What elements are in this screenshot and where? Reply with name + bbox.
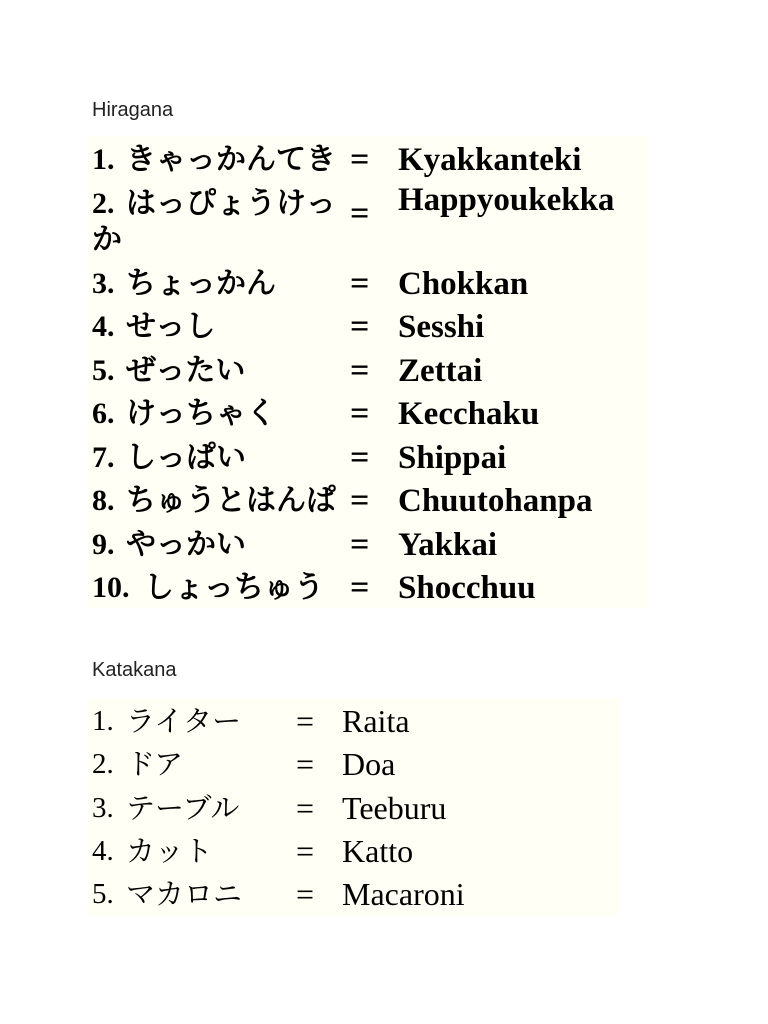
equals-sign: = — [350, 569, 370, 606]
equals-sign: = — [296, 790, 315, 826]
katakana-word: マカロニ — [126, 877, 243, 911]
hiragana-word: きゃっかんてき — [126, 142, 336, 177]
equals-sign: = — [350, 526, 370, 563]
hiragana-word: しょっちゅう — [144, 570, 324, 605]
equals-sign: = — [296, 746, 315, 782]
katakana-word: ドア — [126, 747, 184, 781]
row-number: 4. — [92, 835, 114, 867]
equals-sign: = — [296, 876, 315, 912]
katakana-heading: Katakana — [92, 659, 177, 681]
row-number: 2. — [92, 187, 115, 220]
hiragana-word: ちょっかん — [126, 266, 276, 301]
row-number: 3. — [92, 267, 115, 300]
row-number: 3. — [92, 792, 114, 824]
katakana-word: ライター — [126, 704, 242, 738]
katakana-word: テーブル — [126, 791, 240, 825]
equals-sign: = — [350, 265, 370, 302]
row-number: 1. — [92, 705, 114, 737]
romaji-word: Teeburu — [342, 790, 447, 826]
romaji-word: Katto — [342, 833, 414, 869]
equals-sign: = — [350, 439, 370, 476]
romaji-word: Shippai — [398, 440, 507, 476]
row-number: 8. — [92, 484, 115, 517]
row-number: 5. — [92, 354, 115, 387]
hiragana-word: はっぴょうけっ — [126, 186, 336, 221]
hiragana-word: ちゅうとはんぱ — [126, 483, 336, 518]
hiragana-word: けっちゃく — [126, 396, 276, 431]
hiragana-word: ぜったい — [126, 353, 246, 388]
hiragana-word: やっかい — [126, 527, 246, 562]
romaji-word: Happyoukekka — [398, 182, 615, 218]
romaji-word: Zettai — [398, 353, 483, 389]
romaji-word: Doa — [342, 746, 396, 782]
equals-sign: = — [296, 703, 315, 739]
row-number: 1. — [92, 143, 115, 176]
row-number: 6. — [92, 397, 115, 430]
equals-sign: = — [350, 395, 370, 432]
row-number: 10. — [92, 571, 130, 604]
row-number: 5. — [92, 878, 114, 910]
equals-sign: = — [350, 352, 370, 389]
romaji-word: Macaroni — [342, 876, 465, 912]
row-number: 2. — [92, 748, 114, 780]
katakana-word: カット — [126, 834, 213, 868]
equals-sign: = — [350, 141, 370, 178]
romaji-word: Yakkai — [398, 527, 498, 563]
equals-sign: = — [350, 195, 370, 232]
romaji-word: Sesshi — [398, 309, 485, 345]
row-number: 7. — [92, 441, 115, 474]
katakana-table — [88, 698, 620, 916]
equals-sign: = — [350, 308, 370, 345]
equals-sign: = — [350, 482, 370, 519]
romaji-word: Chuutohanpa — [398, 483, 593, 519]
hiragana-table — [88, 136, 648, 608]
hiragana-word-continuation: か — [92, 222, 122, 257]
hiragana-word: せっし — [126, 309, 216, 344]
romaji-word: Chokkan — [398, 266, 529, 302]
hiragana-word: しっぱい — [126, 440, 246, 475]
equals-sign: = — [296, 833, 315, 869]
romaji-word: Kecchaku — [398, 396, 540, 432]
row-number: 4. — [92, 310, 115, 343]
row-number: 9. — [92, 528, 115, 561]
hiragana-heading: Hiragana — [92, 99, 174, 121]
romaji-word: Shocchuu — [398, 570, 536, 606]
romaji-word: Raita — [342, 703, 410, 739]
romaji-word: Kyakkanteki — [398, 142, 582, 178]
